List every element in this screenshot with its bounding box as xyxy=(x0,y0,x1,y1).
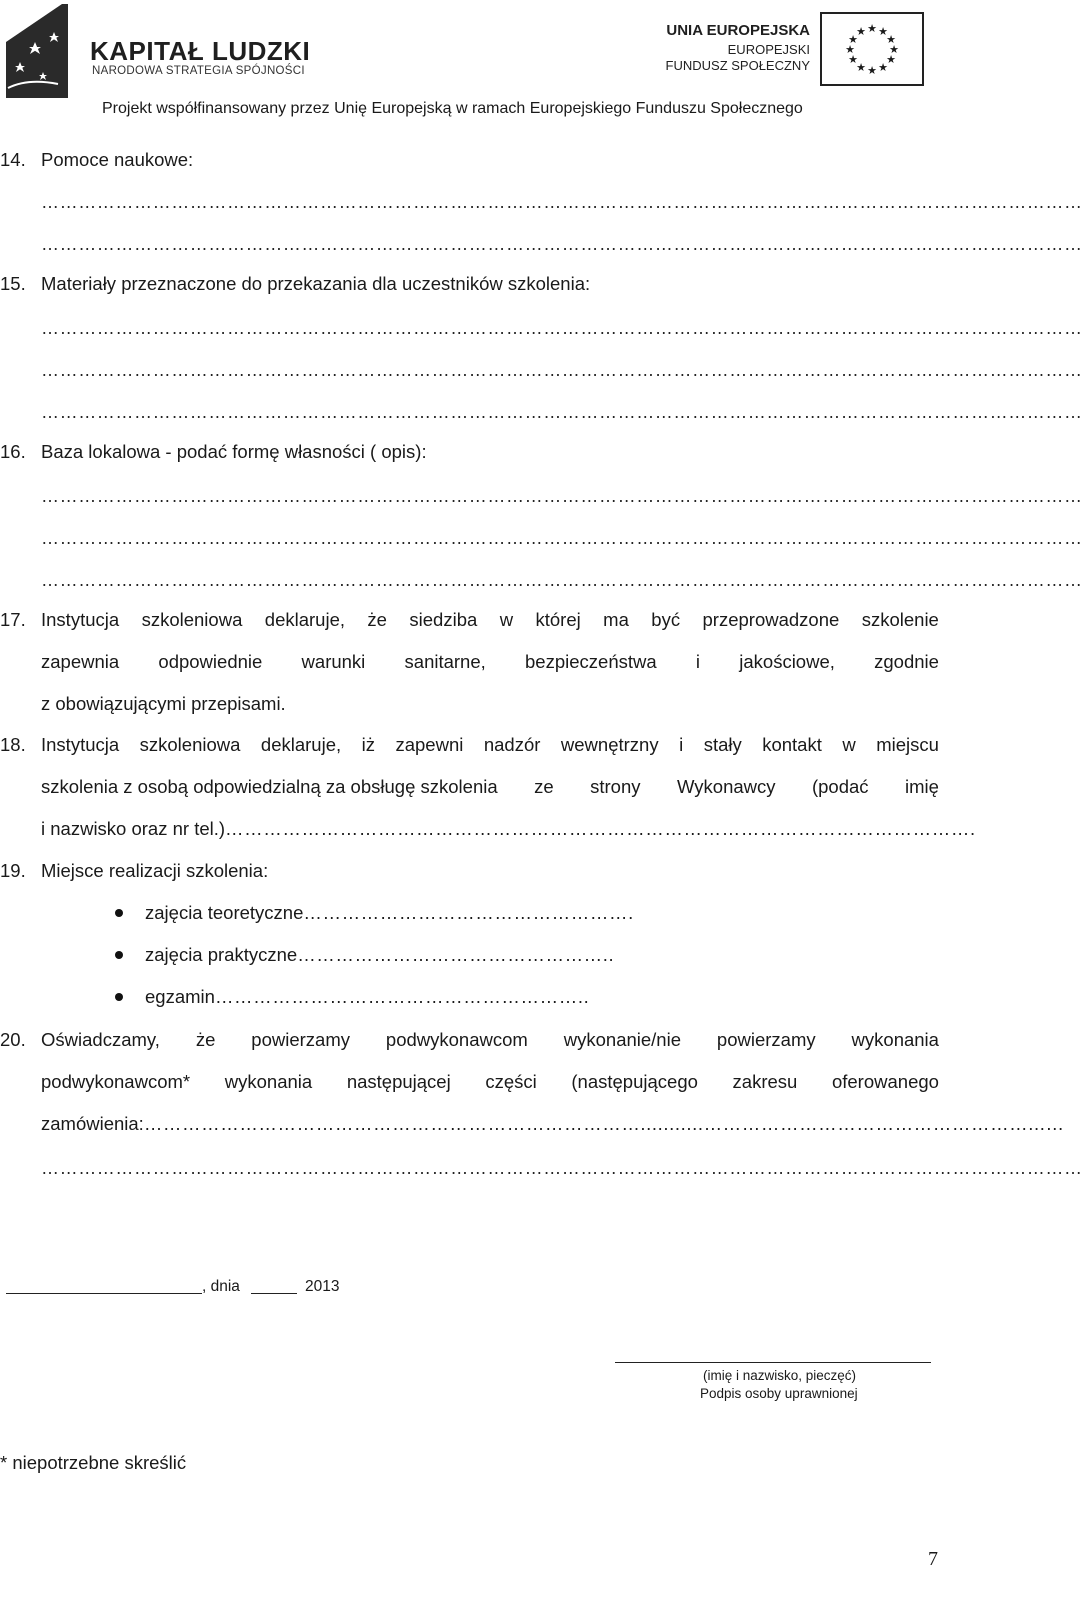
year-value: 2013 xyxy=(305,1278,340,1295)
kapital-ludzki-subtitle: NARODOWA STRATEGIA SPÓJNOŚCI xyxy=(92,65,305,77)
page-number: 7 xyxy=(928,1548,938,1570)
word: w xyxy=(842,734,856,755)
item-17-number: 17. xyxy=(0,609,26,630)
item-18-line-1 xyxy=(41,733,939,757)
item-18-line-3 xyxy=(41,817,976,841)
eu-logo xyxy=(660,12,924,86)
word: w xyxy=(499,609,514,630)
svg-text:★: ★ xyxy=(878,25,888,38)
item-16-answer-line-3[interactable]: …………………………………………………………………………………………………………………………………………………… xyxy=(41,570,1083,590)
svg-text:★: ★ xyxy=(848,53,858,66)
word: oferowanego xyxy=(831,1071,939,1092)
svg-text:★: ★ xyxy=(867,64,877,77)
word: której xyxy=(535,609,581,630)
project-tagline: Projekt współfinansowany przez Unię Europejską w ramach Europejskiego Funduszu Społecznego xyxy=(102,100,803,117)
day-field[interactable] xyxy=(251,1293,297,1294)
bullet-practice xyxy=(145,943,614,967)
item-19-label: Miejsce realizacji szkolenia: xyxy=(41,860,269,881)
item-15-answer-line-1[interactable]: …………………………………………………………………………………………………………………………………………………… xyxy=(41,318,1083,338)
bullet-icon xyxy=(115,951,123,959)
word: jakościowe, xyxy=(739,651,835,672)
signature-caption-2: Podpis osoby uprawnionej xyxy=(700,1386,858,1401)
eu-logo-line3: FUNDUSZ SPOŁECZNY xyxy=(665,58,810,73)
bullet-theory-field[interactable]: ……………………………………………. xyxy=(303,902,634,923)
svg-text:★: ★ xyxy=(889,43,899,56)
word: podwykonawcom xyxy=(385,1029,528,1050)
item-17-line-2 xyxy=(41,650,939,674)
item-15-answer-line-2[interactable]: …………………………………………………………………………………………………………………………………………………… xyxy=(41,360,1083,380)
item-14-label: Pomoce naukowe: xyxy=(41,149,194,170)
kapital-ludzki-title: KAPITAŁ LUDZKI xyxy=(90,36,311,66)
word: deklaruje, xyxy=(264,609,345,630)
word: warunki xyxy=(301,651,366,672)
word: imię xyxy=(905,776,939,797)
bullet-icon xyxy=(115,993,123,1001)
phrase: szkolenia z osobą odpowiedzialną za obsługę szkolenia xyxy=(41,776,498,797)
item-17-line-3: z obowiązującymi przepisami. xyxy=(41,693,286,714)
word: powierzamy xyxy=(251,1029,350,1050)
word: (następującego xyxy=(571,1071,698,1092)
item-18-line-3-text: i nazwisko oraz nr tel.) xyxy=(41,818,226,839)
svg-text:★: ★ xyxy=(886,33,896,46)
bullet-theory-label: zajęcia teoretyczne xyxy=(145,902,304,923)
word: przeprowadzone xyxy=(702,609,840,630)
signature-caption-1: (imię i nazwisko, pieczęć) xyxy=(703,1368,857,1383)
date-label: , dnia xyxy=(202,1278,240,1295)
signature-line[interactable] xyxy=(615,1362,931,1363)
word: zapewnia xyxy=(41,651,120,672)
word: i xyxy=(695,651,701,672)
item-16-answer-line-1[interactable]: …………………………………………………………………………………………………………………………………………………… xyxy=(41,486,1083,506)
bullet-practice-field[interactable]: ………………………………………….. xyxy=(297,944,615,965)
item-20-line-3-text: zamówienia: xyxy=(41,1113,144,1134)
svg-text:★: ★ xyxy=(856,61,866,74)
bullet-icon xyxy=(115,909,123,917)
word: zakresu xyxy=(732,1071,798,1092)
word: Instytucja xyxy=(41,734,120,755)
word: zgodnie xyxy=(874,651,939,672)
item-18-contact-field[interactable]: ………………………………………………………………………………………………………. xyxy=(225,818,976,839)
item-15-number: 15. xyxy=(0,273,26,294)
word: zapewni xyxy=(395,734,464,755)
item-20-scope-field[interactable]: ……………………………………………………………………...........……………………………………………...… xyxy=(143,1113,1065,1134)
item-14-answer-line-2[interactable]: …………………………………………………………………………………………………………………………………………………… xyxy=(41,234,1083,254)
item-19-number: 19. xyxy=(0,860,26,881)
item-15-answer-line-3[interactable]: …………………………………………………………………………………………………………………………………………………… xyxy=(41,402,1083,422)
word: szkolenie xyxy=(861,609,939,630)
word: stały xyxy=(703,734,742,755)
word: wewnętrzny xyxy=(560,734,659,755)
word: podwykonawcom* xyxy=(41,1071,191,1092)
word: że xyxy=(367,609,387,630)
item-20-line-3 xyxy=(41,1112,1065,1136)
bullet-practice-label: zajęcia praktyczne xyxy=(145,944,298,965)
kapital-ludzki-logo xyxy=(2,2,312,98)
eu-flag-icon xyxy=(820,12,924,86)
svg-text:★: ★ xyxy=(856,25,866,38)
kapital-ludzki-emblem-icon xyxy=(2,2,68,98)
word: kontakt xyxy=(762,734,822,755)
item-20-answer-line-2[interactable]: …………………………………………………………………………………………………………………………………………………… xyxy=(41,1158,1083,1178)
word: ma xyxy=(603,609,629,630)
item-18-number: 18. xyxy=(0,734,26,755)
svg-text:★: ★ xyxy=(867,22,877,35)
word: następującej xyxy=(346,1071,451,1092)
word: szkoleniowa xyxy=(141,609,243,630)
item-16-number: 16. xyxy=(0,441,26,462)
item-18-line-2 xyxy=(41,775,939,799)
bullet-exam-label: egzamin xyxy=(145,986,215,1007)
word: powierzamy xyxy=(716,1029,816,1050)
item-14-number: 14. xyxy=(0,149,26,170)
word: sanitarne, xyxy=(404,651,486,672)
word: iż xyxy=(361,734,375,755)
word: deklaruje, xyxy=(260,734,342,755)
svg-text:★: ★ xyxy=(845,43,855,56)
item-20-line-2 xyxy=(41,1070,939,1094)
word: być xyxy=(651,609,681,630)
footnote: * niepotrzebne skreślić xyxy=(0,1452,187,1473)
bullet-theory xyxy=(145,901,634,925)
bullet-exam-field[interactable]: ………………………………………………….. xyxy=(214,986,590,1007)
eu-logo-line1: UNIA EUROPEJSKA xyxy=(666,22,810,39)
word: odpowiednie xyxy=(158,651,263,672)
item-15-label: Materiały przeznaczone do przekazania dla uczestników szkolenia: xyxy=(41,273,591,294)
svg-text:★: ★ xyxy=(878,61,888,74)
word: i xyxy=(679,734,684,755)
word: że xyxy=(195,1029,216,1050)
item-16-label: Baza lokalowa - podać formę własności ( opis): xyxy=(41,441,427,462)
item-16-answer-line-2[interactable]: …………………………………………………………………………………………………………………………………………………… xyxy=(41,528,1083,548)
bullet-exam xyxy=(145,985,589,1009)
item-17-line-1 xyxy=(41,608,939,632)
word: ze xyxy=(534,776,554,797)
word: miejscu xyxy=(876,734,939,755)
word: wykonania xyxy=(851,1029,939,1050)
word: Instytucja xyxy=(41,609,120,630)
item-20-line-1 xyxy=(41,1028,939,1052)
word: wykonanie/nie xyxy=(563,1029,681,1050)
word: wykonania xyxy=(224,1071,313,1092)
word: Oświadczamy, xyxy=(41,1029,160,1050)
word: bezpieczeństwa xyxy=(525,651,657,672)
svg-text:★: ★ xyxy=(848,33,858,46)
word: siedziba xyxy=(409,609,478,630)
word: (podać xyxy=(811,776,869,797)
eu-logo-line2: EUROPEJSKI xyxy=(727,42,810,57)
svg-text:★: ★ xyxy=(886,53,896,66)
word: części xyxy=(485,1071,537,1092)
word: Wykonawcy xyxy=(676,776,776,797)
word: nadzór xyxy=(483,734,541,755)
word: strony xyxy=(590,776,641,797)
place-field[interactable] xyxy=(6,1293,202,1294)
item-20-number: 20. xyxy=(0,1029,26,1050)
item-14-answer-line-1[interactable]: …………………………………………………………………………………………………………………………………………………… xyxy=(41,192,1083,212)
word: szkoleniowa xyxy=(139,734,241,755)
